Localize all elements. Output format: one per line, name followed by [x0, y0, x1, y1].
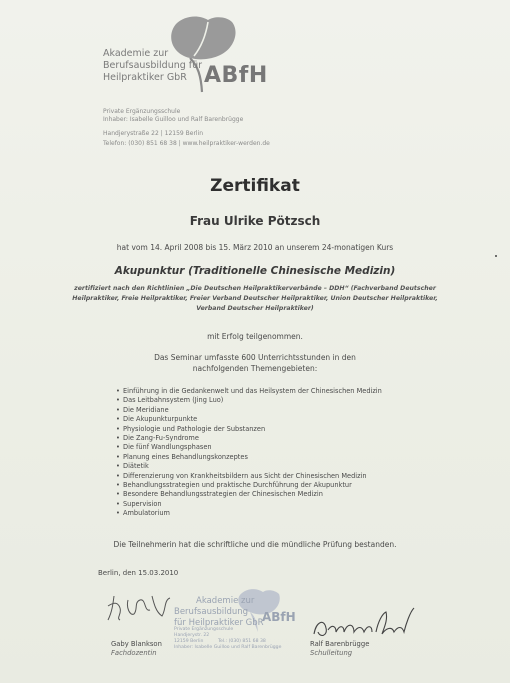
right-signature [310, 604, 418, 644]
stamp-abbreviation: ABfH [262, 610, 296, 624]
school-type: Private Ergänzungsschule [103, 108, 181, 115]
success-line: mit Erfolg teilgenommen. [207, 332, 303, 341]
academy-name: Akademie zur Berufsausbildung für Heilpraktiker GbR [103, 48, 203, 83]
list-item: • Physiologie und Pathologie der Substanzen [116, 425, 382, 434]
list-item: • Supervision [116, 500, 382, 509]
list-item: • Diätetik [116, 462, 382, 471]
contact: Telefon: (030) 851 68 38 | www.heilpraktiker-werden.de [103, 140, 270, 147]
list-item: • Die fünf Wandlungsphasen [116, 443, 382, 452]
list-item: • Die Akupunkturpunkte [116, 415, 382, 424]
stamp-details: Private Ergänzungsschule Handjerystr. 22 12159 Berlin Tel.: (030) 851 68 38 Inhaber: Isabelle Guilloo und Ralf Barenbrügge [174, 627, 282, 650]
address: Handjerystraße 22 | 12159 Berlin [103, 130, 204, 137]
place-date: Berlin, den 15.03.2010 [98, 569, 179, 577]
seminar-line-2: nachfolgenden Themengebieten: [192, 364, 318, 373]
list-item: • Die Zang-Fu-Syndrome [116, 434, 382, 443]
list-item: • Behandlungsstrategien und praktische Durchführung der Akupunktur [116, 481, 382, 490]
exam-result: Die Teilnehmerin hat die schriftliche und die mündliche Prüfung bestanden. [113, 540, 397, 549]
list-item: • Die Meridiane [116, 406, 382, 415]
list-item: • Das Leitbahnsystem (Jing Luo) [116, 396, 382, 405]
course-subject: Akupunktur (Traditionelle Chinesische Medizin) [114, 265, 396, 277]
list-item: • Ambulatorium [116, 509, 382, 518]
list-item: • Planung eines Behandlungskonzeptes [116, 453, 382, 462]
left-signature [104, 590, 174, 626]
logo-abbreviation: ABfH [204, 63, 268, 88]
seminar-line-1: Das Seminar umfasste 600 Unterrichtsstunden in den [154, 353, 356, 362]
list-item: • Einführung in die Gedankenwelt und das Heilsystem der Chinesischen Medizin [116, 387, 382, 396]
list-item: • Differenzierung von Krankheitsbildern aus Sicht der Chinesischen Medizin [116, 472, 382, 481]
course-period: hat vom 14. April 2008 bis 15. März 2010 an unserem 24-monatigen Kurs [116, 243, 394, 252]
stamp-text: Akademie zur Berufsausbildung für Heilpraktiker GbR [174, 596, 264, 628]
speck [495, 255, 497, 257]
right-signatory: Ralf Barenbrügge Schulleitung [310, 640, 370, 657]
topics-list [116, 387, 382, 519]
owners: Inhaber: Isabelle Guilloo und Ralf Barenbrügge [103, 116, 244, 123]
certification-statement: zertifiziert nach den Richtlinien „Die Deutschen Heilpraktikerverbände – DDH“ (Fachverband Deutscher Heilpraktiker, Freie Heilpraktiker, Freier Verband Deutscher Heilpraktiker, Union Deutscher Heilpraktiker, Verband Deutscher Heilpraktiker) [72, 285, 438, 312]
document-title: Zertifikat [210, 176, 300, 196]
left-signatory: Gaby Blankson Fachdozentin [111, 640, 162, 657]
recipient-name: Frau Ulrike Pötzsch [189, 214, 321, 228]
list-item: • Besondere Behandlungsstrategien der Chinesischen Medizin [116, 490, 382, 499]
